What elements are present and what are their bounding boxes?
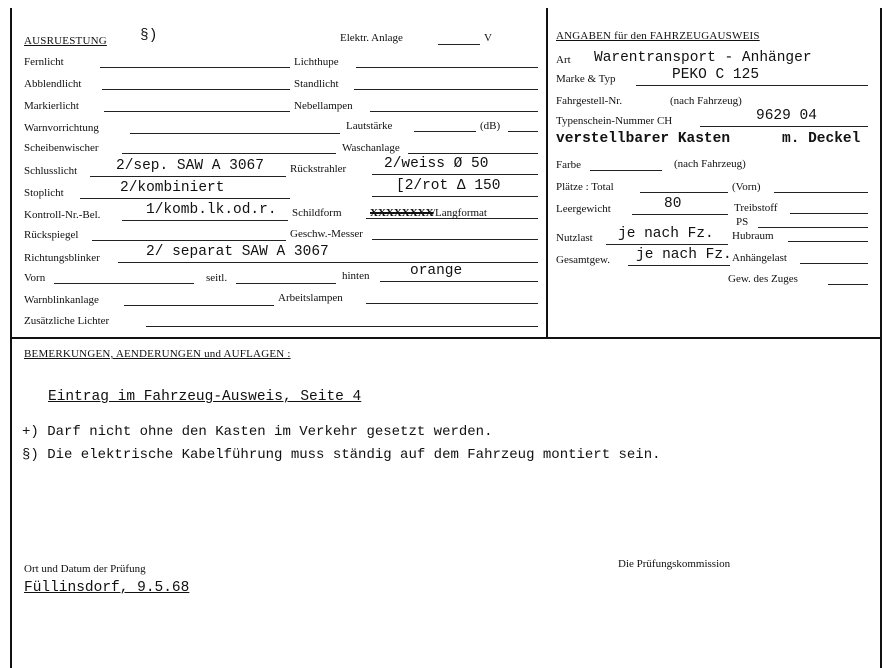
plaetze-line <box>640 192 728 193</box>
abblendlicht-line <box>102 89 290 90</box>
arbeitslampen-line <box>366 303 538 304</box>
leergewicht-line <box>632 214 728 215</box>
standlicht-line <box>354 89 538 90</box>
ps-label: PS <box>736 216 749 228</box>
farbe-label: Farbe <box>556 159 582 171</box>
typenschein-label: Typenschein-Nummer CH <box>556 115 673 127</box>
art-label: Art <box>556 54 571 66</box>
vorn-label: Vorn <box>24 272 46 284</box>
lautstaerke-label: Lautstärke <box>346 120 393 132</box>
art-value: Warentransport - Anhänger <box>594 50 812 66</box>
typenschein-value: 9629 04 <box>756 108 817 124</box>
anhaengelast-line <box>800 263 868 264</box>
gew-zuges-label: Gew. des Zuges <box>728 273 798 285</box>
lautstaerke-line <box>414 131 476 132</box>
hinten-label: hinten <box>342 270 370 282</box>
zusaetzliche-lichter-line <box>146 326 538 327</box>
rueckspiegel-label: Rückspiegel <box>24 229 79 241</box>
deckel-value: m. Deckel <box>782 131 861 147</box>
markierlicht-line <box>104 111 290 112</box>
gesamtgew-line <box>628 265 730 266</box>
frame-middle-divider <box>546 8 548 338</box>
rueckspiegel-line <box>92 240 286 241</box>
elektr-anlage-label: Elektr. Anlage <box>340 32 403 44</box>
leergewicht-label: Leergewicht <box>556 203 611 215</box>
db-line <box>508 131 538 132</box>
waschanlage-label: Waschanlage <box>342 142 400 154</box>
farbe-line <box>590 170 662 171</box>
farbe-value: (nach Fahrzeug) <box>674 158 746 170</box>
plaetze-label: Plätze : Total <box>556 181 614 193</box>
nutzlast-label: Nutzlast <box>556 232 593 244</box>
elektr-anlage-unit: V <box>484 32 492 44</box>
seitl-line <box>236 283 336 284</box>
seitl-label: seitl. <box>206 272 228 284</box>
equipment-header-mark: §) <box>140 28 158 44</box>
typenschein-line <box>700 126 868 127</box>
warnblinkanlage-label: Warnblinkanlage <box>24 294 99 306</box>
nebellampen-label: Nebellampen <box>294 100 353 112</box>
elektr-anlage-line <box>438 44 480 45</box>
lichthupe-label: Lichthupe <box>294 56 339 68</box>
marke-line <box>636 85 868 86</box>
schildform-struck: XXXXXXXX <box>370 207 434 219</box>
ps-line <box>758 227 868 228</box>
scheibenwischer-label: Scheibenwischer <box>24 142 99 154</box>
schlusslicht-line <box>90 176 286 177</box>
kasten-value: verstellbarer Kasten <box>556 131 731 147</box>
fernlicht-line <box>100 67 290 68</box>
equipment-header: AUSRUESTUNG <box>24 35 107 47</box>
kommission-label: Die Prüfungskommission <box>618 558 731 570</box>
lichthupe-line <box>356 67 538 68</box>
nutzlast-line <box>606 244 728 245</box>
ort-datum-value: Füllinsdorf, 9.5.68 <box>24 580 190 596</box>
registration-header: ANGABEN für den FAHRZEUGAUSWEIS <box>556 30 760 42</box>
remarks-line-2: +) Darf nicht ohne den Kasten im Verkehr gesetzt werden. <box>22 424 493 440</box>
vorn-count-label: (Vorn) <box>732 181 761 193</box>
vorn-line <box>54 283 194 284</box>
schildform-label: Schildform <box>292 207 342 219</box>
stoplicht-line <box>80 198 290 199</box>
richtungsblinker-line <box>118 262 538 263</box>
frame-section-divider <box>10 337 882 339</box>
stoplicht-value: 2/kombiniert <box>120 180 225 196</box>
hubraum-line <box>788 241 868 242</box>
richtungsblinker-label: Richtungsblinker <box>24 252 100 264</box>
gesamtgew-label: Gesamtgew. <box>556 254 610 266</box>
kontroll-value: 1/komb.lk.od.r. <box>146 202 277 218</box>
rueckstrahler-value-2: [2/rot Δ 150 <box>396 178 501 194</box>
schlusslicht-value: 2/sep. SAW A 3067 <box>116 158 264 174</box>
fernlicht-label: Fernlicht <box>24 56 64 68</box>
ort-datum-label: Ort und Datum der Prüfung <box>24 563 146 575</box>
standlicht-label: Standlicht <box>294 78 339 90</box>
rueckstrahler-line <box>372 174 538 175</box>
markierlicht-label: Markierlicht <box>24 100 79 112</box>
gew-zuges-line <box>828 284 868 285</box>
nutzlast-value: je nach Fz. <box>618 226 714 242</box>
nebellampen-line <box>370 111 538 112</box>
arbeitslampen-label: Arbeitslampen <box>278 292 343 304</box>
marke-label: Marke & Typ <box>556 73 616 85</box>
scheibenwischer-line <box>122 153 336 154</box>
hubraum-label: Hubraum <box>732 230 774 242</box>
schildform-value: /Langformat <box>432 207 487 219</box>
marke-value: PEKO C 125 <box>672 67 760 83</box>
remarks-line-1: Eintrag im Fahrzeug-Ausweis, Seite 4 <box>48 389 362 405</box>
hinten-line <box>380 281 538 282</box>
abblendlicht-label: Abblendlicht <box>24 78 82 90</box>
remarks-header: BEMERKUNGEN, AENDERUNGEN und AUFLAGEN : <box>24 348 291 360</box>
remarks-line-3: §) Die elektrische Kabelführung muss ständig auf dem Fahrzeug montiert sein. <box>22 447 661 463</box>
anhaengelast-label: Anhängelast <box>732 252 787 264</box>
rueckstrahler-value: 2/weiss Ø 50 <box>384 156 489 172</box>
db-unit: (dB) <box>480 120 501 132</box>
treibstoff-label: Treibstoff <box>734 202 778 214</box>
fahrgestell-value: (nach Fahrzeug) <box>670 95 742 107</box>
stoplicht-label: Stoplicht <box>24 187 64 199</box>
zusaetzliche-lichter-label: Zusätzliche Lichter <box>24 315 110 327</box>
schlusslicht-label: Schlusslicht <box>24 165 78 177</box>
rueckstrahler-label: Rückstrahler <box>290 163 347 175</box>
warnblinkanlage-line <box>124 305 274 306</box>
schildform-line <box>366 218 538 219</box>
warnvorrichtung-label: Warnvorrichtung <box>24 122 99 134</box>
warnvorrichtung-line <box>130 133 340 134</box>
waschanlage-line <box>408 153 538 154</box>
hinten-value: orange <box>410 263 463 279</box>
kontroll-label: Kontroll-Nr.-Bel. <box>24 209 101 221</box>
gesamtgew-value: je nach Fz. <box>636 247 732 263</box>
treibstoff-line <box>790 213 868 214</box>
leergewicht-value: 80 <box>664 196 682 212</box>
kontroll-line <box>122 220 288 221</box>
geschw-messer-line <box>372 239 538 240</box>
vorn-count-line <box>774 192 868 193</box>
geschw-messer-label: Geschw.-Messer <box>290 228 363 240</box>
fahrgestell-label: Fahrgestell-Nr. <box>556 95 623 107</box>
richtungsblinker-value: 2/ separat SAW A 3067 <box>146 244 329 260</box>
rueckstrahler-line-2 <box>372 196 538 197</box>
